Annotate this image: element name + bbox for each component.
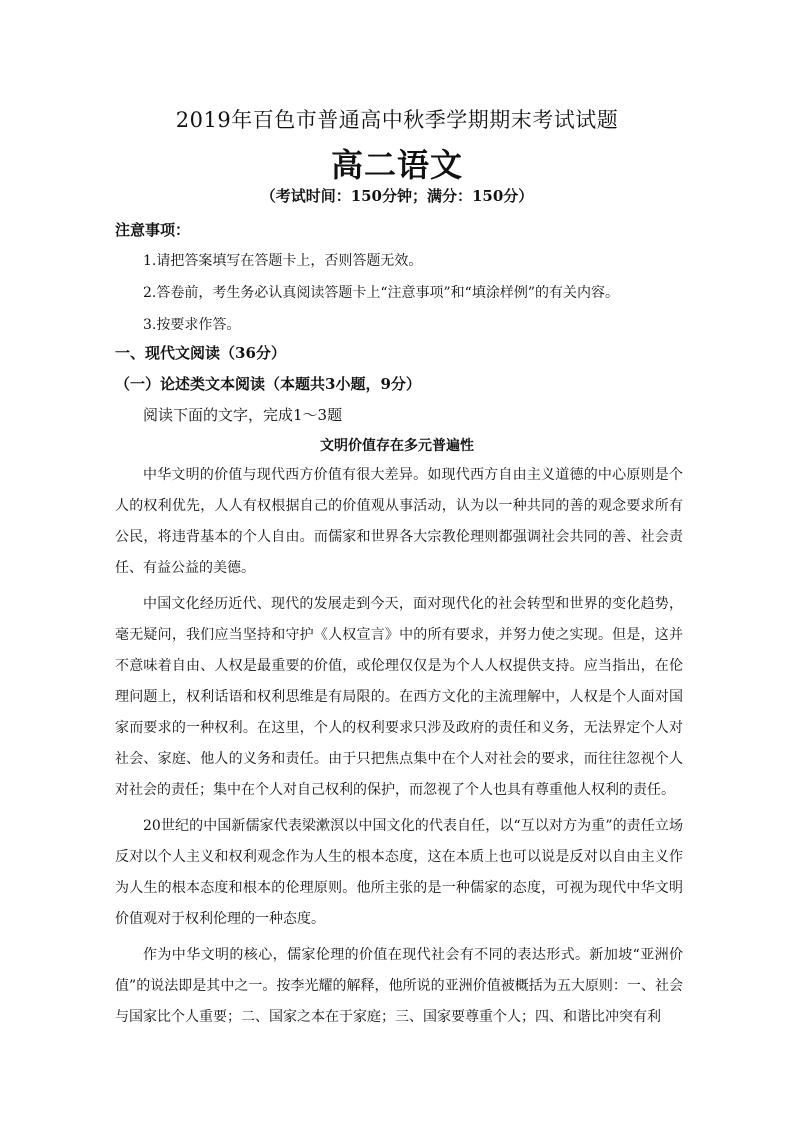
- exam-title: 2019年百色市普通高中秋季学期期末考试试题: [175, 108, 619, 132]
- article-paragraph: 作为中华文明的核心，儒家伦理的价值在现代社会有不同的表达形式。新加坡“亚洲价值”的说法即是其中之一。按李光耀的解释，他所说的亚洲价值被概括为五大原则：一、社会与国家比个人重要；二、国家之本在于家庭；三、国家要尊重个人；四、和谐比冲突有利: [115, 947, 683, 1025]
- article-body: [115, 460, 683, 1038]
- article-paragraph: 20世纪的中国新儒家代表梁漱溟以中国文化的代表自任，以“互以对方为重”的责任立场反对以个人主义和权利观念作为人生的根本态度，这在本质上也可以说是反对以自由主义作为人生的根本态度和根本的伦理原则。他所主张的是一种儒家的态度，可视为现代中华文明价值观对于权利伦理的一种态度。: [115, 818, 683, 927]
- reading-instruction: 阅读下面的文字，完成1～3题: [143, 406, 343, 424]
- exam-info: （考试时间：150分钟；满分：150分）: [260, 187, 534, 205]
- article-paragraph: 中华文明的价值与现代西方价值有很大差异。如现代西方自由主义道德的中心原则是个人的权利优先，人人有权根据自己的价值观从事活动，认为以一种共同的善的观念要求所有公民，将违背基本的个人自由。而儒家和世界各大宗教伦理则都强调社会共同的善、社会责任、有益公益的美德。: [115, 467, 683, 576]
- notes-heading: 注意事项：: [115, 221, 191, 239]
- note-item: 2.答卷前，考生务必认真阅读答题卡上“注意事项”和“填涂样例”的有关内容。: [143, 285, 619, 301]
- note-item: 1.请把答案填写在答题卡上，否则答题无效。: [143, 253, 423, 269]
- subject-title: 高二语文: [330, 146, 463, 184]
- subsection-heading: （一）论述类文本阅读（本题共3小题，9分）: [115, 375, 421, 393]
- notes-list: [143, 245, 703, 341]
- note-item: 3.按要求作答。: [143, 317, 241, 333]
- article-paragraph: 中国文化经历近代、现代的发展走到今天，面对现代化的社会转型和世界的变化趋势，毫无疑问，我们应当坚持和守护《人权宣言》中的所有要求，并努力使之实现。但是，这并不意味着自由、人权是最重要的价值，或伦理仅仅是为个人人权提供支持。应当指出，在伦理问题上，权利话语和权利思维是有局限的。在西方文化的主流理解中，人权是个人面对国家而要求的一种权利。在这里，个人的权利要求只涉及政府的责任和义务，无法界定个人对社会、家庭、他人的义务和责任。由于只把焦点集中在个人对社会的要求，而往往忽视个人对社会的责任；集中在个人对自己权利的保护，而忽视了个人也具有尊重他人权利的责任。: [115, 596, 683, 798]
- section-heading: 一、现代文阅读（36分）: [115, 344, 286, 362]
- article-title: 文明价值存在多元普遍性: [320, 438, 474, 454]
